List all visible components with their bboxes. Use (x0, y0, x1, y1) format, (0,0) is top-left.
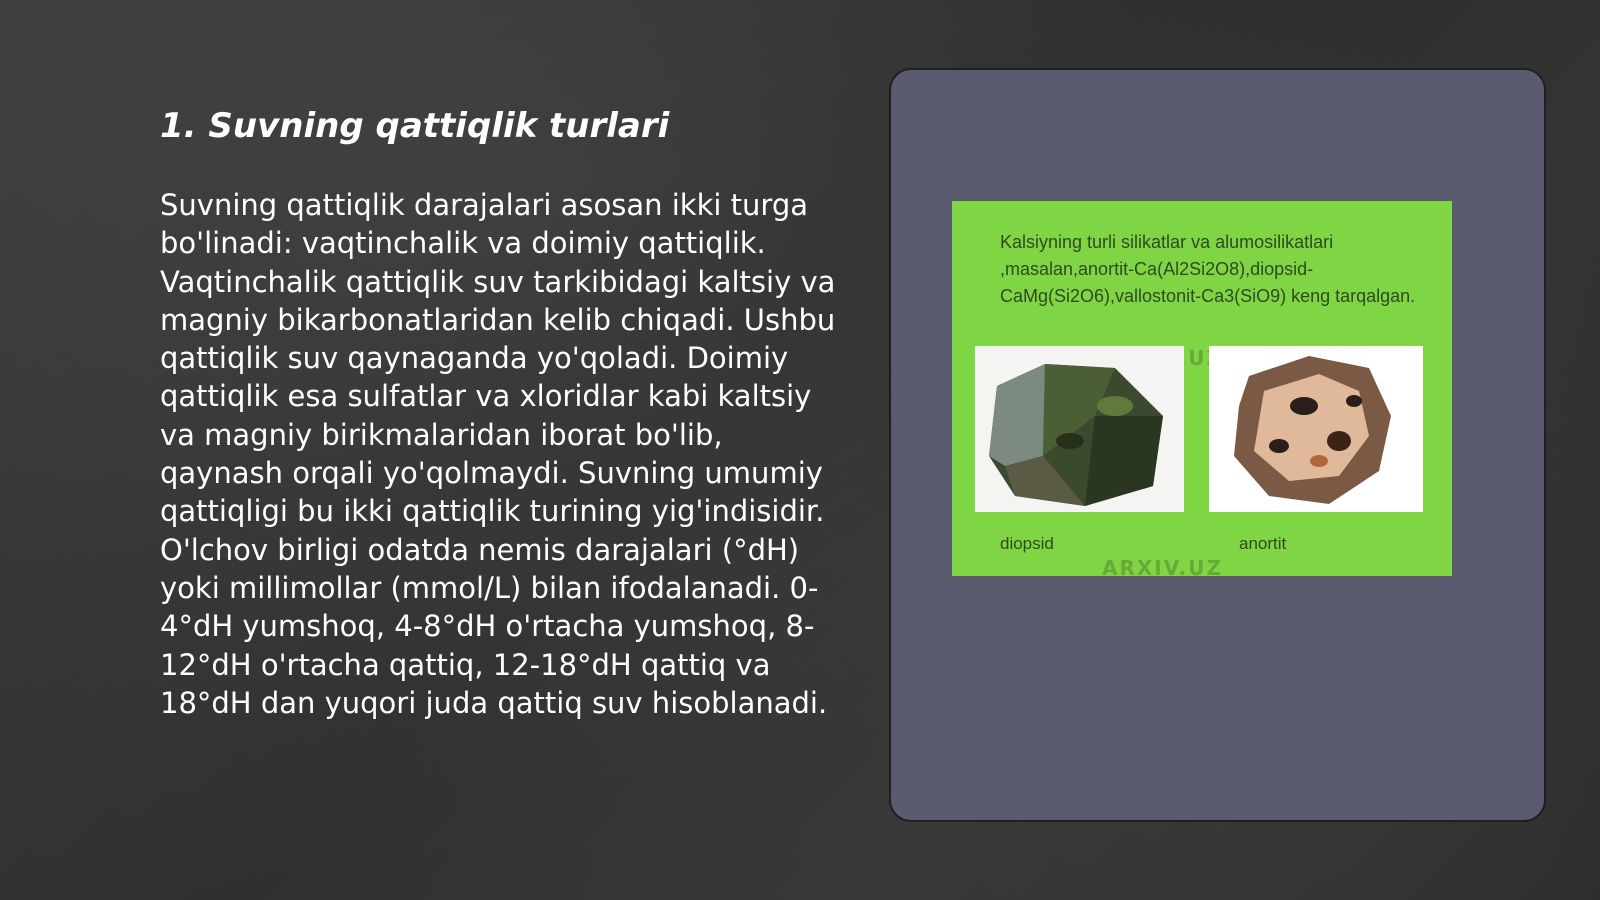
anortit-mineral-photo (1209, 346, 1423, 512)
image-panel (889, 68, 1546, 822)
figure-caption: Kalsiyning turli silikatlar va alumosilikatlari ,masalan,anortit-Ca(Al2Si2O8),diopsid-CaMg(Si2O6),vallostonit-Ca3(SiO9) keng tarqalgan. (1000, 232, 1416, 306)
watermark-text-lower: ARXIV.UZ (1102, 556, 1223, 580)
diopsid-label: diopsid (1000, 534, 1054, 553)
mineral-figure-card (952, 201, 1452, 580)
diopsid-mineral-photo (975, 346, 1184, 512)
anortit-label: anortit (1239, 534, 1287, 553)
slide-title: 1. Suvning qattiqlik turlari (160, 106, 670, 146)
slide-body-text: Suvning qattiqlik darajalari asosan ikki turga bo'linadi: vaqtinchalik va doimiy qattiqlik. Vaqtinchalik qattiqlik suv tarkibidagi kaltsiy va magniy bikarbonatlaridan kelib chiqadi. Ushbu qattiqlik suv qaynaganda yo'qoladi. Doimiy qattiqlik esa sulfatlar va xloridlar kabi kaltsiy va magniy birikmalaridan iborat bo'lib, qaynash orqali yo'qolmaydi. Suvning umumiy qattiqligi bu ikki qattiqlik turining yig'indisidir. O'lchov birligi odatda nemis darajalari (°dH) yoki millimollar (mmol/L) bilan ifodalanadi. 0-4°dH yumshoq, 4-8°dH o'rtacha yumshoq, 8-12°dH o'rtacha qattiq, 12-18°dH qattiq va 18°dH dan yuqori juda qattiq suv hisoblanadi. (160, 188, 836, 720)
